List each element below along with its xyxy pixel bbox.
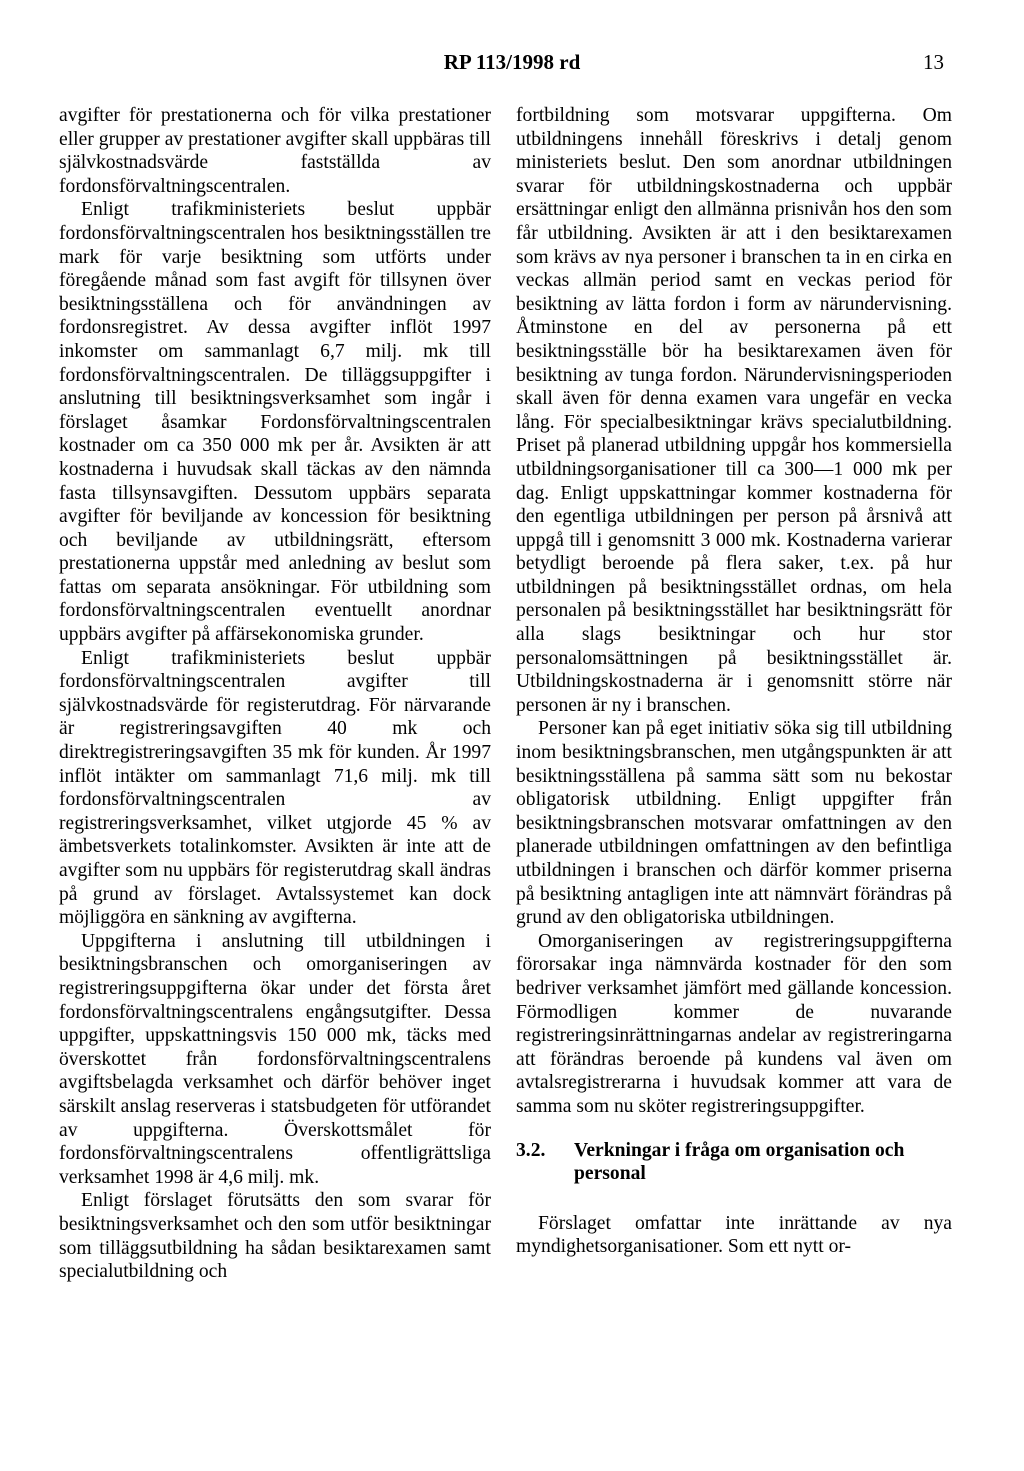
paragraph: Uppgifterna i anslutning till utbildningen i besiktningsbranschen och omorganiseringen av registreringsuppgifterna ökar under det första året fordonsförvaltningscentralens engångsutgifter. Dessa uppgifter, uppskattningsvis 150 000 mk, täcks med överskottet från fordonsförvaltningscentralens avgiftsbelagda verksamhet och därför behöver inget särskilt anslag reserveras i statsbudgeten för utförandet av uppgifterna. Överskottsmålet för fordonsförvaltningscentralens offentligrättsliga verksamhet 1998 är 4,6 milj. mk. — [59, 930, 491, 1188]
paragraph: Personer kan på eget initiativ söka sig till utbildning inom besiktningsbranschen, men utgångspunkten är att besiktningsställena på samma sätt som nu bekostar obligatorisk utbildning. Enligt uppgifter från besiktningsbranschen motsvarar omfattningen av den planerade utbildningen omfattningen av den befintliga utbildningen i branschen och därför kommer priserna på besiktning antagligen inte att nämnvärt förändras på grund av den obligatoriska utbildningen. — [516, 718, 952, 929]
right-column — [516, 104, 952, 1259]
page-number: 13 — [923, 50, 944, 74]
paragraph: Enligt trafikministeriets beslut uppbär fordonsförvaltningscentralen avgifter till självkostnadsvärde för registerutdrag. För närvarande är registreringsavgiften 40 mk och direktregistreringsavgiften 35 mk för kunden. År 1997 inflöt intäkter om sammanlagt 71,6 milj. mk till fordonsförvaltningscentralen av registreringsverksamhet, vilket utgjorde 45 % av ämbetsverkets totalinkomster. Avsikten är inte att de avgifter som nu uppbärs för registerutdrag skall ändras på grund av förslaget. Avtalssystemet kan dock möjliggöra en sänkning av avgifterna. — [59, 647, 491, 929]
paragraph: avgifter för prestationerna och för vilka prestationer eller grupper av prestationer avgifter skall uppbäras till självkostnadsvärde fastställda av fordonsförvaltningscentralen. — [59, 105, 491, 197]
page-header — [0, 50, 1024, 74]
left-column — [59, 104, 491, 1284]
paragraph: Enligt förslaget förutsätts den som svarar för besiktningsverksamhet och den som utför besiktningar som tilläggsutbildning ha sådan besiktarexamen samt specialutbildning och — [59, 1190, 491, 1283]
document-id: RP 113/1998 rd — [443, 50, 581, 74]
section-heading — [516, 1139, 952, 1186]
section-number: 3.2. — [516, 1139, 546, 1161]
section-title: Verkningar i fråga om organisation och personal — [574, 1139, 905, 1185]
paragraph: Omorganiseringen av registreringsuppgifterna förorsakar inga nämnvärda kostnader för den som bedriver verksamhet jämfört med gällande koncession. Förmodligen kommer de nuvarande registreringsinrättningarnas andelar av registreringarna att förändras beroende på kundens val även om avtalsregistrerarna i huvudsak kommer att vara de samma som nu sköter registreringsuppgifter. — [516, 930, 952, 1117]
paragraph: Enligt trafikministeriets beslut uppbär fordonsförvaltningscentralen hos besiktningsställen tre mark för varje besiktning som utförts under föregående månad som fast avgift för tillsynen över besiktningsställena och för användningen av fordonsregistret. Av dessa avgifter inflöt 1997 inkomster om sammanlagt 6,7 milj. mk till fordonsförvaltningscentralen. De tilläggsuppgifter i anslutning till besiktningsverksamhet som ingår i förslaget åsamkar Fordonsförvaltningscentralen kostnader om ca 350 000 mk per år. Avsikten är att kostnaderna i huvudsak skall täckas av den nämnda fasta tillsynsavgiften. Dessutom uppbärs separata avgifter för beviljande av koncession för besiktning och beviljande av utbildningsrätt, eftersom prestationerna uppstår med anledning av beslut som fattas om separata ansökningar. För utbildning som fordonsförvaltningscentralen eventuellt anordnar uppbärs avgifter på affärsekonomiska grunder. — [59, 199, 491, 646]
paragraph: fortbildning som motsvarar uppgifterna. Om utbildningens innehåll föreskrivs i detalj genom ministeriets beslut. Den som anordnar utbildningen svarar för utbildningskostnaderna och uppbär ersättningar enligt den allmänna prisnivån hos den som får utbildning. Avsikten är att i den besiktarexamen som krävs av nya personer i branschen ta in en cirka en veckas allmän period samt en veckas period för besiktning av lätta fordon i form av närundervisning. Åtminstone en del av personerna på ett besiktningsställe bör ha besiktarexamen även för besiktning av tunga fordon. Närundervisningsperioden skall även för denna examen vara ungefär en vecka lång. För specialbesiktningar krävs specialutbildning. Priset på planerad utbildning uppgår hos kommersiella utbildningsorganisationer till ca 300—1 000 mk per dag. Enligt uppskattningar kommer kostnaderna för den egentliga utbildningen per person på årsnivå att uppgå till i genomsnitt 3 000 mk. Kostnaderna varierar betydligt beroende på flera saker, t.ex. på hur utbildningen på besiktningsstället ordnas, om hela personalen på besiktningsstället har besiktningsrätt för alla slags besiktningar och hur stor personalomsättningen på besiktningsstället är. Utbildningskostnaderna är i genomsnitt större när personen är ny i branschen. — [516, 105, 952, 716]
paragraph: Förslaget omfattar inte inrättande av nya myndighetsorganisationer. Som ett nytt or- — [516, 1212, 952, 1258]
